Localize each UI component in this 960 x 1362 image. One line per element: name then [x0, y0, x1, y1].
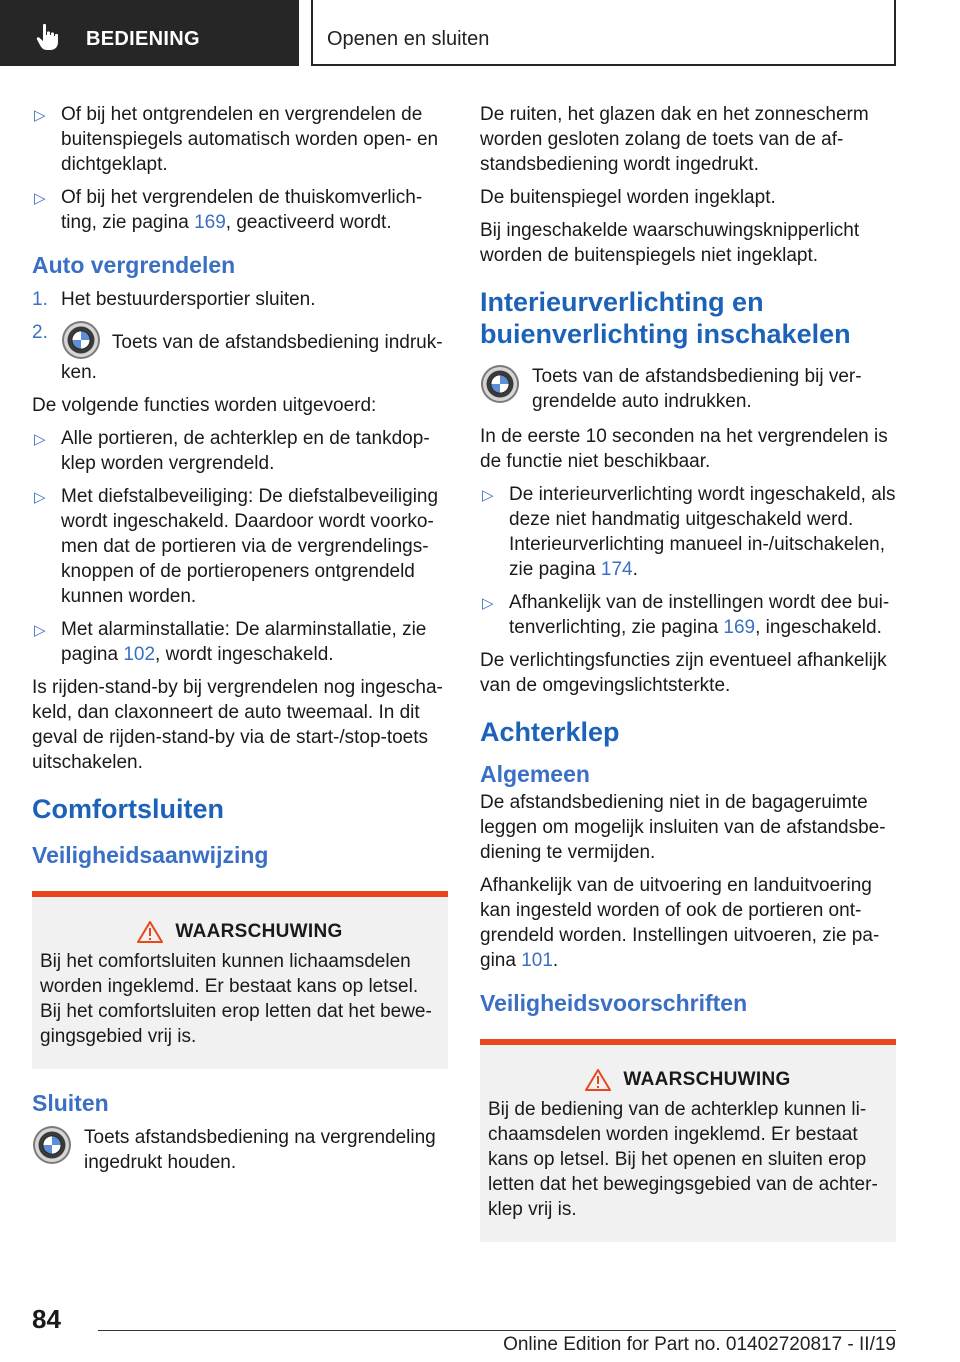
triangle-bullet-icon: ▷	[34, 190, 46, 207]
page-link[interactable]: 102	[123, 644, 156, 665]
list-item: ▷ Met diefstalbeveiliging: De diefstalbeveiliging wordt ingeschakeld. Daardoor wordt voorkomen dat de portieren via de vergrendelingsknoppen of de portieropeners ontgrendeld kunnen worden.	[34, 486, 439, 607]
list-item: ▷ De interieurverlichting wordt ingeschakeld, als deze niet handmatig uitgeschakeld werd. Interieurverlichting manueel in-/uitschakelen, zie pagina 174.	[482, 484, 896, 580]
heading-interieurverlichting: Interieurverlichting en buienverlichting inschakelen	[480, 287, 851, 349]
section-title: BEDIENING	[86, 28, 200, 50]
heading-veiligheidsvoorschriften: Veiligheidsvoorschriften	[480, 990, 748, 1016]
page-footer	[0, 1290, 960, 1362]
list-item: ▷ Met alarminstallatie: De alarminstallatie, zie pagina 102, wordt ingeschakeld.	[34, 619, 427, 665]
hand-pointer-icon	[34, 22, 64, 52]
warning-box	[480, 1039, 896, 1242]
paragraph: In de eerste 10 seconden na het vergrendelen is de functie niet beschikbaar.	[480, 426, 888, 472]
heading-sluiten: Sluiten	[32, 1090, 109, 1116]
steps-list	[32, 287, 448, 385]
paragraph: De verlichtingsfuncties zijn eventueel afhankelijk van de omgevingslichtsterkte.	[480, 650, 887, 696]
bmw-key-button-icon	[61, 320, 101, 360]
bmw-key-button-icon	[480, 364, 520, 404]
warning-title: WAARSCHUWING	[623, 1069, 791, 1090]
heading-achterklep: Achterklep	[480, 717, 620, 747]
list-item: ▷ Afhankelijk van de instellingen wordt dee buitenverlichting, zie pagina 169, ingeschakeld.	[482, 592, 890, 638]
warning-text: Bij het comfortsluiten kunnen lichaamsdelen worden ingeklemd. Er bestaat kans op letsel. Bij het comfortsluiten erop letten dat het bewegingsgebied vrij is.	[40, 951, 432, 1047]
warning-triangle-icon	[137, 921, 163, 943]
page-link[interactable]: 169	[194, 212, 226, 233]
page-link[interactable]: 101	[521, 950, 553, 971]
heading-auto-vergrendelen: Auto vergrendelen	[32, 252, 236, 278]
heading-comfortsluiten: Comfortsluiten	[32, 794, 224, 824]
triangle-bullet-icon: ▷	[34, 489, 46, 506]
triangle-bullet-icon: ▷	[482, 487, 494, 504]
triangle-bullet-icon: ▷	[34, 431, 46, 448]
intro-list	[32, 102, 448, 235]
standby-paragraph: Is rijden-stand-by bij vergrendelen nog ingeschakeld, dan claxonneert de auto tweemaal. In dit geval de rijden-stand-by via de start-/stop-toets uitschakelen.	[32, 677, 443, 773]
light-list	[480, 482, 896, 640]
paragraph: De buitenspiegel worden ingeklapt.	[480, 187, 776, 208]
functions-list	[32, 426, 448, 667]
page-link[interactable]: 174	[600, 559, 633, 580]
step-item: 2. Toets van de afstandsbediening indrukken.	[32, 322, 443, 383]
chapter-tab[interactable]	[311, 0, 896, 66]
list-item: ▷ Of bij het vergrendelen de thuiskomverlichting, zie pagina 169, geactiveerd wordt.	[34, 187, 423, 233]
footer-divider	[98, 1330, 896, 1331]
chapter-title: Openen en sluiten	[327, 28, 490, 50]
right-column	[480, 102, 896, 1262]
functions-intro: De volgende functies worden uitgevoerd:	[32, 395, 377, 416]
step-item: 1. Het bestuurdersportier sluiten.	[32, 289, 316, 310]
page-header	[0, 0, 960, 66]
paragraph: De ruiten, het glazen dak en het zonnescherm worden gesloten zolang de toets van de afstandsbediening wordt ingedrukt.	[480, 104, 869, 175]
warning-text: Bij de bediening van de achterklep kunnen lichaamsdelen worden ingeklemd. Er bestaat kans op letsel. Bij het openen en sluiten erop letten dat het bewegingsgebied van de achterklep vrij is.	[488, 1099, 878, 1220]
paragraph: Bij ingeschakelde waarschuwingsknipperlicht worden de buitenspiegels niet ingeklapt.	[480, 220, 860, 266]
left-column	[32, 102, 448, 1185]
heading-veiligheidsaanwijzing: Veiligheidsaanwijzing	[32, 842, 269, 868]
key-instruction: Toets afstandsbediening na vergrendeling ingedrukt houden.	[32, 1125, 448, 1175]
triangle-bullet-icon: ▷	[482, 595, 494, 612]
triangle-bullet-icon: ▷	[34, 107, 46, 124]
bmw-key-button-icon	[32, 1125, 72, 1165]
page-link[interactable]: 169	[723, 617, 756, 638]
page-number: 84	[32, 1304, 61, 1334]
list-item: ▷ Alle portieren, de achterklep en de tankdopklep worden vergrendeld.	[34, 428, 430, 474]
section-tab[interactable]	[0, 0, 299, 66]
heading-algemeen: Algemeen	[480, 761, 590, 787]
warning-triangle-icon	[585, 1069, 611, 1091]
warning-title: WAARSCHUWING	[175, 921, 343, 942]
edition-text: Online Edition for Part no. 01402720817 - II/19	[503, 1334, 896, 1355]
paragraph: Afhankelijk van de uitvoering en landuitvoering kan ingesteld worden of ook de portieren ontgrendeld worden. Instellingen uitvoeren, zie pagina 101.	[480, 875, 880, 971]
warning-header	[40, 921, 440, 943]
triangle-bullet-icon: ▷	[34, 622, 46, 639]
warning-header	[488, 1069, 888, 1091]
key-instruction: Toets van de afstandsbediening bij vergrendelde auto indrukken.	[480, 364, 896, 414]
warning-box	[32, 891, 448, 1069]
paragraph: De afstandsbediening niet in de bagageruimte leggen om mogelijk insluiten van de afstandsbediening te vermijden.	[480, 792, 886, 863]
list-item: ▷ Of bij het ontgrendelen en vergrendelen de buitenspiegels automatisch worden open- en dichtgeklapt.	[34, 104, 439, 175]
